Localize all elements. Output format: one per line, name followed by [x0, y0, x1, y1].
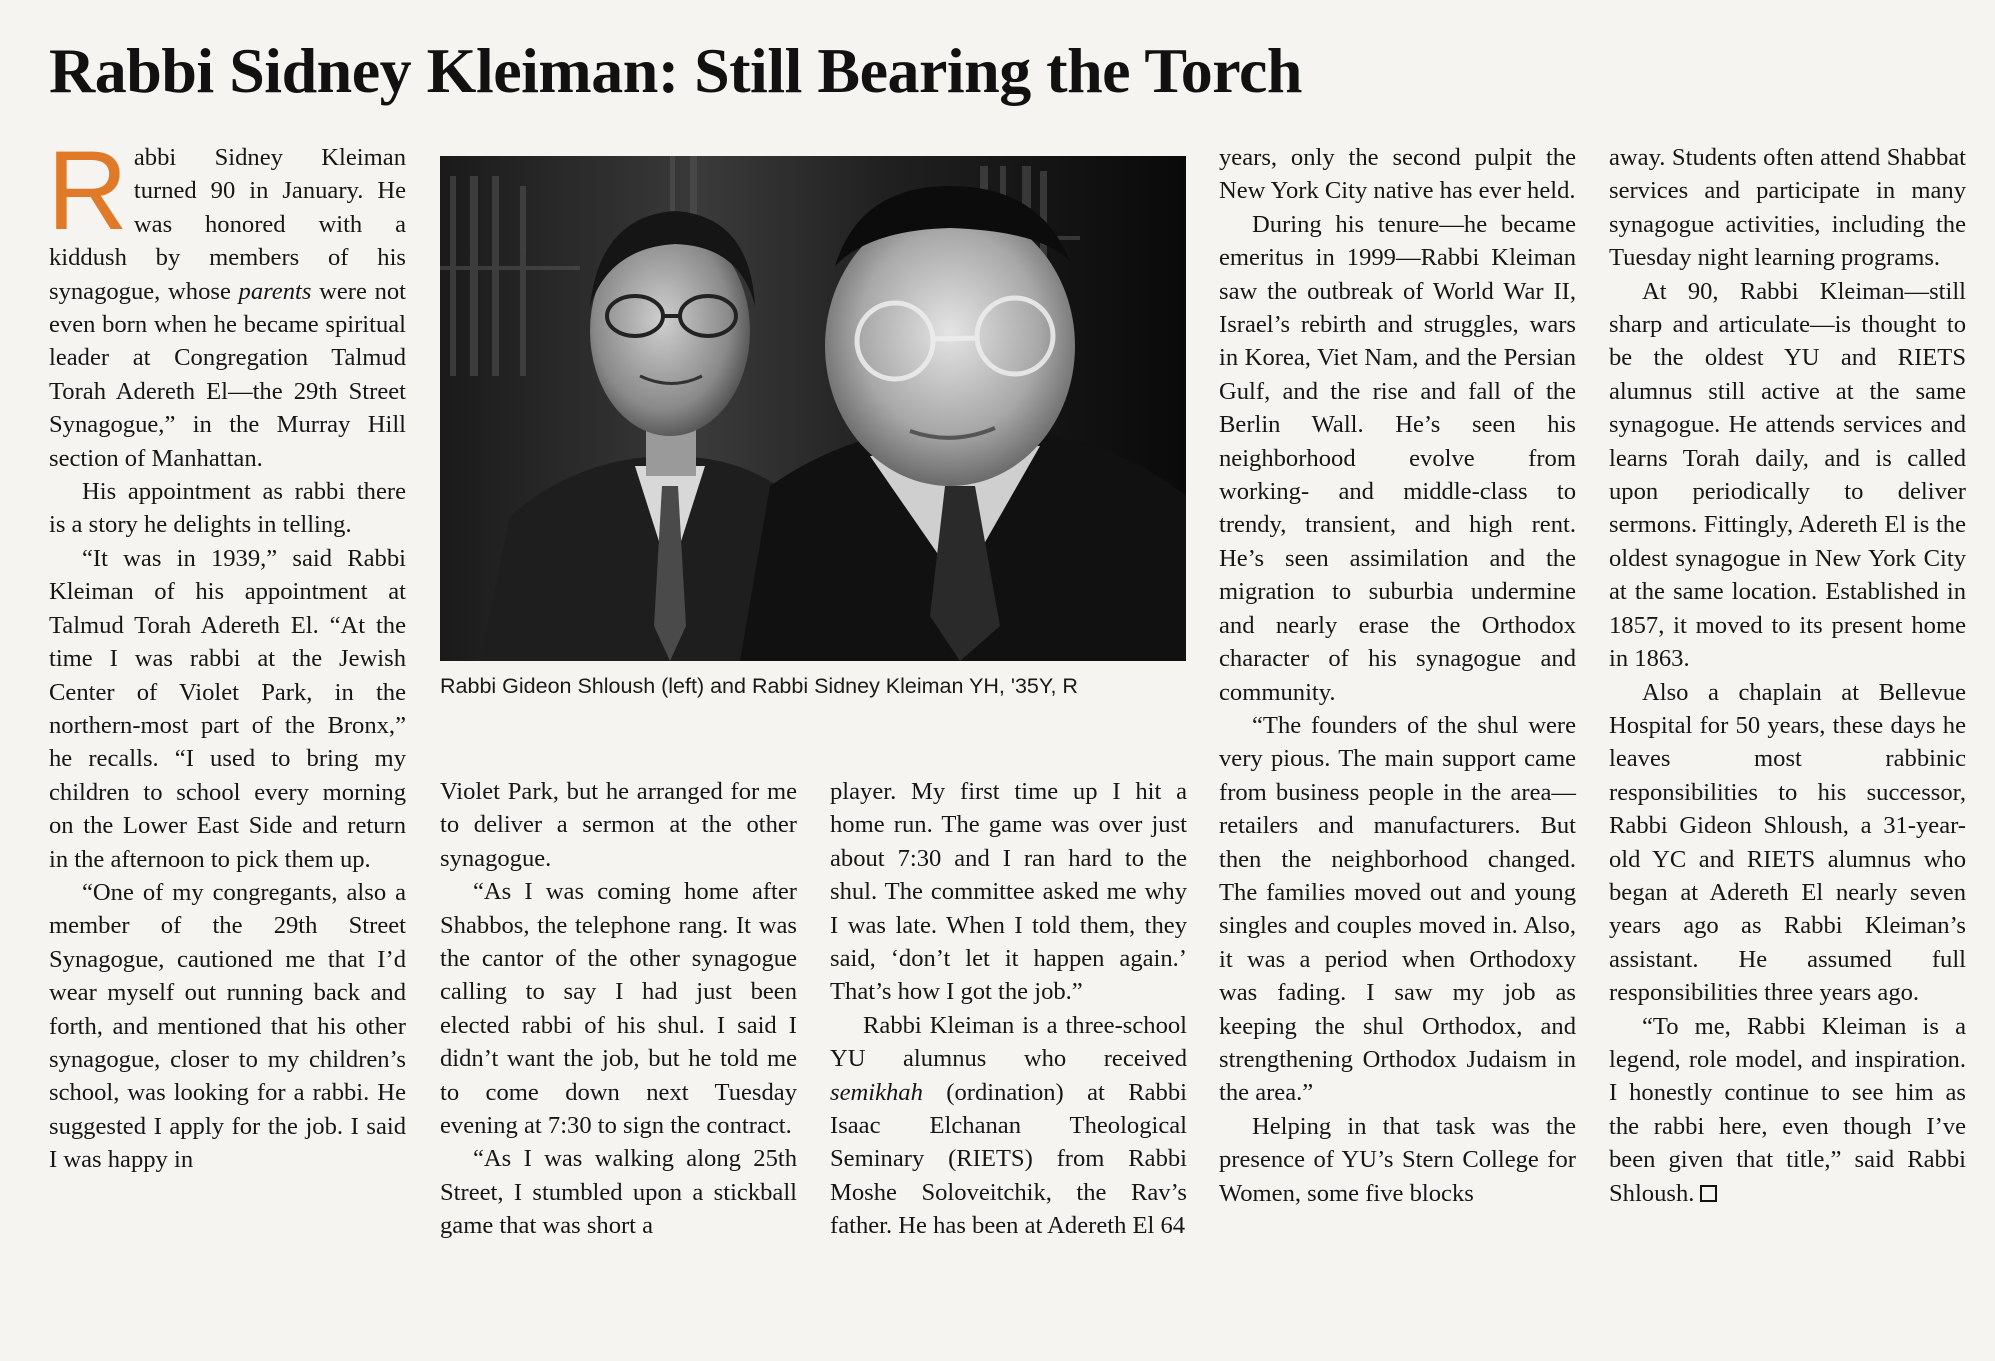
- photo-caption: Rabbi Gideon Shloush (left) and Rabbi Sidney Kleiman YH, '35Y, R: [440, 674, 1078, 698]
- emphasis-text: semikhah: [830, 1078, 923, 1106]
- text-run: “To me, Rabbi Kleiman is a legend, role model, and inspiration. I honestly continue to see him as the rabbi here, even though I’ve been given that title,” said Rabbi Shloush.: [1609, 1012, 1966, 1207]
- article-column-5: [1609, 141, 1966, 1210]
- end-of-article-box-icon: [1700, 1185, 1717, 1202]
- paragraph: player. My first time up I hit a home run. The game was over just about 7:30 and I ran hard to the shul. The committee asked me why I was late. When I told them, they said, ‘don’t let it happen again.’ That’s how I got the job.”: [830, 778, 1187, 1006]
- paragraph: [47, 128, 406, 475]
- paragraph: away. Students often attend Shabbat services and participate in many synagogue activities, including the Tuesday night learning programs.: [1609, 144, 1966, 272]
- text-run: Rabbi Kleiman is a three-school YU alumnus who received: [830, 1011, 1187, 1073]
- emphasis-text: parents: [238, 277, 312, 305]
- text-run: (ordination) at Rabbi Isaac Elchanan Theological Seminary (RIETS) from Rabbi Moshe Soloveitchik, the Rav’s father. He has been at Adereth El 64: [830, 1078, 1187, 1240]
- text-run: were not even born when he became spiritual leader at Congregation Talmud Torah Adereth El—the 29th Street Synagogue,” in the Murray Hill section of Manhattan.: [49, 277, 406, 472]
- paragraph: “It was in 1939,” said Rabbi Kleiman of his appointment at Talmud Torah Adereth El. “At the time I was rabbi at the Jewish Center of Violet Park, in the northern-most part of the Bronx,” he recalls. “I used to bring my children to school every morning on the Lower East Side and return in the afternoon to pick them up.: [49, 544, 406, 873]
- article-column-2: [440, 775, 797, 1243]
- paragraph: During his tenure—he became emeritus in 1999—Rabbi Kleiman saw the outbreak of World War II, Israel’s rebirth and struggles, wars in Korea, Viet Nam, and the Persian Gulf, and the rise and fall of the Berlin Wall. He’s seen his neighborhood evolve from working- and middle-class to trendy, transient, and high rent. He’s seen assimilation and the migration to suburbia undermine and nearly erase the Orthodox character of his synagogue and community.: [1219, 210, 1576, 706]
- article-column-3: [830, 775, 1187, 1243]
- paragraph: Also a chaplain at Bellevue Hospital for 50 years, these days he leaves most rabbinic responsibilities to his successor, Rabbi Gideon Shloush, a 31-year-old YC and RIETS alumnus who began at Adereth El nearly seven years ago as Rabbi Kleiman’s assistant. He assumed full responsibilities three years ago.: [1609, 678, 1966, 1007]
- paragraph: “One of my congregants, also a member of the 29th Street Synagogue, cautioned me that I’d wear myself out running back and forth, and mentioned that his other synagogue, closer to my children’s school, was looking for a rabbi. He suggested I apply for the job. I said I was happy in: [49, 878, 406, 1174]
- paragraph: “The founders of the shul were very pious. The main support came from business people in the area—retailers and manufacturers. But then the neighborhood changed. The families moved out and young singles and couples moved in. Also, it was a period when Orthodoxy was fading. I saw my job as keeping the shul Orthodox, and strengthening Orthodox Judaism in the area.”: [1219, 711, 1576, 1107]
- photo-illustration: [440, 156, 1186, 661]
- paragraph: “As I was walking along 25th Street, I stumbled upon a stickball game that was short a: [440, 1145, 797, 1240]
- article-column-4: [1219, 141, 1576, 1210]
- paragraph: years, only the second pulpit the New York City native has ever held.: [1219, 144, 1576, 205]
- article-column-1: [47, 128, 406, 1177]
- paragraph: [830, 1009, 1187, 1243]
- paragraph: [1609, 1010, 1966, 1210]
- paragraph: Violet Park, but he arranged for me to deliver a sermon at the other synagogue.: [440, 778, 797, 872]
- article-photo: [440, 156, 1186, 661]
- paragraph: “As I was coming home after Shabbos, the telephone rang. It was the cantor of the other synagogue calling to say I had just been elected rabbi of his shul. I said I didn’t want the job, but he told me to come down next Tuesday evening at 7:30 to sign the contract.: [440, 878, 797, 1140]
- text-run: abbi Sidney Kleiman turned 90 in January. He was honored with a kiddush by members of his synagogue, whose: [49, 144, 406, 305]
- article-headline: Rabbi Sidney Kleiman: Still Bearing the Torch: [49, 35, 1302, 106]
- drop-cap: R: [47, 128, 128, 253]
- paragraph: At 90, Rabbi Kleiman—still sharp and articulate—is thought to be the oldest YU and RIETS alumnus still active at the same synagogue. He attends services and learns Torah daily, and is called upon periodically to deliver sermons. Fittingly, Adereth El is the oldest synagogue in New York City at the same location. Established in 1857, it moved to its present home in 1863.: [1609, 277, 1966, 673]
- paragraph: Helping in that task was the presence of YU’s Stern College for Women, some five blocks: [1219, 1112, 1576, 1207]
- paragraph: His appointment as rabbi there is a story he delights in telling.: [49, 478, 406, 539]
